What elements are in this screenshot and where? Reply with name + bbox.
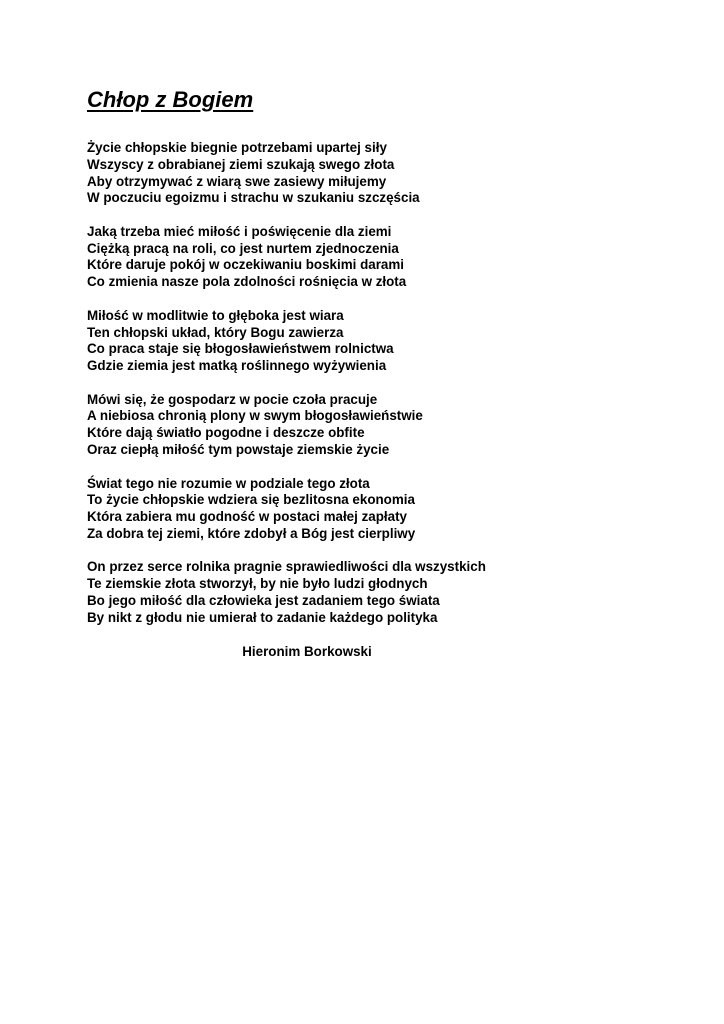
- poem-line: Aby otrzymywać z wiarą swe zasiewy miłujemy: [87, 173, 387, 189]
- poem-line: W poczuciu egoizmu i strachu w szukaniu szczęścia: [87, 190, 420, 206]
- poem-line: Która zabiera mu godność w postaci małej zapłaty: [87, 509, 407, 525]
- poem-line: A niebiosa chronią plony w swym błogosławieństwie: [87, 408, 423, 424]
- poem-body: [87, 140, 687, 643]
- stanza-3: [87, 308, 687, 375]
- poem-line: Co zmienia nasze pola zdolności rośnięcia w złota: [87, 274, 407, 290]
- poem-line: Gdzie ziemia jest matką roślinnego wyżywienia: [87, 358, 387, 374]
- poem-line: By nikt z głodu nie umierał to zadanie każdego polityka: [87, 609, 438, 625]
- poem-line: Za dobra tej ziemi, które zdobył a Bóg jest cierpliwy: [87, 525, 416, 541]
- poem-line: Oraz ciepłą miłość tym powstaje ziemskie życie: [87, 442, 390, 458]
- poem-line: Ten chłopski układ, który Bogu zawierza: [87, 324, 344, 340]
- poem-line: On przez serce rolnika pragnie sprawiedliwości dla wszystkich: [87, 559, 486, 575]
- stanza-1: [87, 140, 687, 207]
- stanza-6: [87, 559, 687, 626]
- poem-line: Miłość w modlitwie to głęboka jest wiara: [87, 307, 344, 323]
- stanza-4: [87, 392, 687, 459]
- poem-line: Te ziemskie złota stworzył, by nie było ludzi głodnych: [87, 576, 428, 592]
- poem-line: Co praca staje się błogosławieństwem rolnictwa: [87, 341, 394, 357]
- poem-line: Mówi się, że gospodarz w pocie czoła pracuje: [87, 391, 378, 407]
- poem-line: Bo jego miłość dla człowieka jest zadaniem tego świata: [87, 592, 440, 608]
- poem-title: Chłop z Bogiem: [87, 87, 254, 112]
- poem-line: Świat tego nie rozumie w podziale tego złota: [87, 475, 370, 491]
- poem-line: To życie chłopskie wdziera się bezlitosna ekonomia: [87, 492, 415, 508]
- poem-line: Które dają światło pogodne i deszcze obfite: [87, 425, 365, 441]
- poem-line: Które daruje pokój w oczekiwaniu boskimi darami: [87, 257, 404, 273]
- stanza-2: [87, 224, 687, 291]
- poem-line: Życie chłopskie biegnie potrzebami upartej siły: [87, 140, 387, 155]
- stanza-5: [87, 476, 687, 543]
- poem-line: Ciężką pracą na roli, co jest nurtem zjednoczenia: [87, 240, 399, 256]
- author-signature: Hieronim Borkowski: [242, 644, 372, 659]
- poem-line: Jaką trzeba mieć miłość i poświęcenie dla ziemi: [87, 223, 392, 239]
- poem-line: Wszyscy z obrabianej ziemi szukają swego złota: [87, 156, 395, 172]
